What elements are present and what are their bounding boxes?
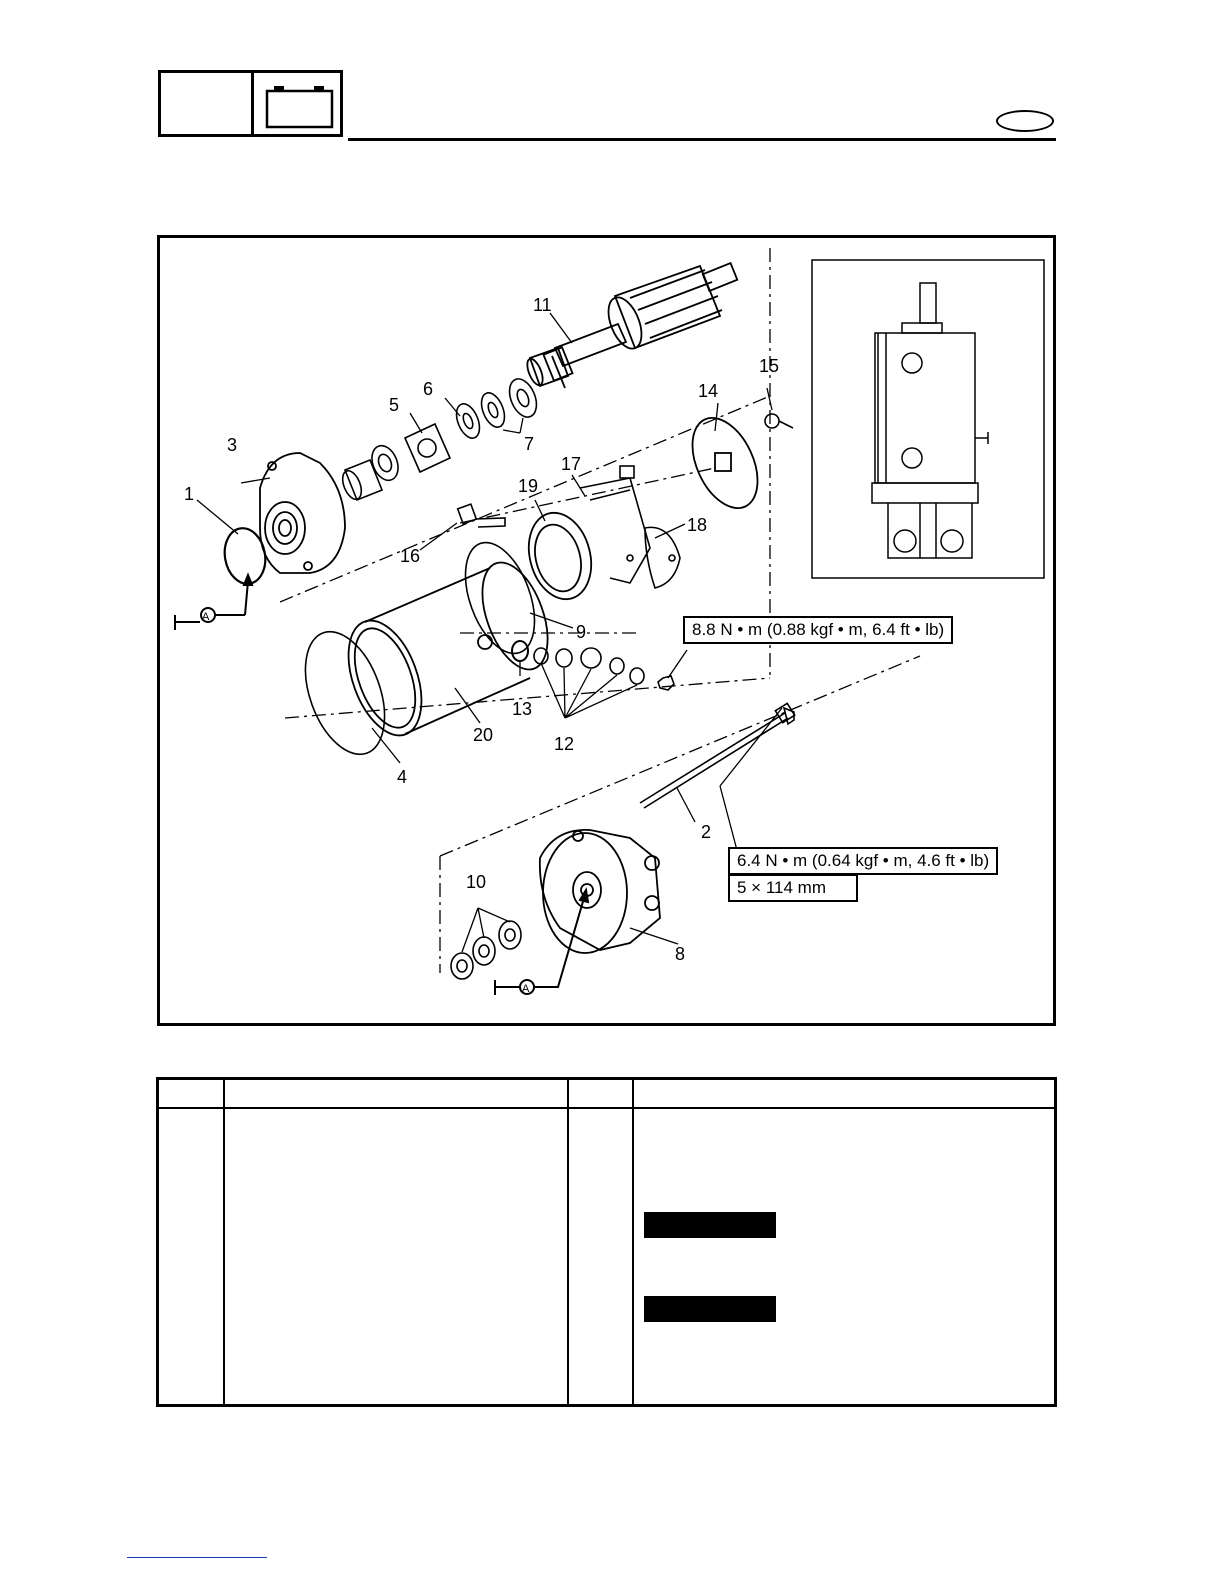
callout-12: 12 bbox=[554, 734, 575, 754]
callout-4: 4 bbox=[397, 767, 408, 787]
callout-7: 7 bbox=[524, 434, 535, 454]
washers-10 bbox=[451, 921, 521, 979]
header-rule bbox=[348, 138, 1056, 141]
o-ring-13 bbox=[512, 641, 528, 661]
table-col-divider bbox=[632, 1080, 634, 1404]
retainer-5 bbox=[339, 424, 450, 502]
callout-3: 3 bbox=[227, 435, 238, 455]
redacted-bar bbox=[644, 1296, 776, 1322]
callout-20: 20 bbox=[473, 725, 494, 745]
through-bolt-2 bbox=[640, 703, 795, 808]
callout-18: 18 bbox=[687, 515, 708, 535]
rear-cover-8 bbox=[540, 830, 660, 953]
o-ring-9 bbox=[452, 533, 548, 663]
callout-8: 8 bbox=[675, 944, 686, 964]
callout-5: 5 bbox=[389, 395, 400, 415]
callout-11: 11 bbox=[533, 295, 552, 315]
grease-letter-left: A bbox=[202, 611, 210, 623]
callout-15: 15 bbox=[759, 356, 780, 376]
spring-15 bbox=[765, 414, 793, 428]
o-ring-1 bbox=[220, 525, 269, 587]
table-header-rule bbox=[159, 1107, 1054, 1109]
callout-9: 9 bbox=[576, 622, 587, 642]
callout-14: 14 bbox=[698, 381, 719, 401]
callout-2: 2 bbox=[701, 822, 712, 842]
armature-part bbox=[524, 263, 737, 388]
chapter-tab-box bbox=[158, 70, 254, 137]
parts-table bbox=[156, 1077, 1057, 1407]
brush-holder-19 bbox=[520, 506, 601, 607]
washers-12 bbox=[534, 648, 674, 690]
table-col-divider bbox=[567, 1080, 569, 1404]
language-oval-badge bbox=[996, 110, 1054, 132]
battery-section-box bbox=[251, 70, 343, 137]
brush-plate-14 bbox=[679, 408, 770, 519]
footer-link-underline[interactable] bbox=[127, 1557, 267, 1558]
bolt-16 bbox=[458, 504, 505, 527]
redacted-bar bbox=[644, 1212, 776, 1238]
grease-symbol-a-bottom-icon bbox=[495, 890, 588, 995]
o-ring-4 bbox=[290, 621, 400, 765]
washers-7 bbox=[452, 375, 542, 441]
callout-10: 10 bbox=[466, 872, 487, 892]
callout-6: 6 bbox=[423, 379, 434, 399]
torque-spec-bolt: 6.4 N • m (0.64 kgf • m, 4.6 ft • lb) bbox=[728, 847, 998, 875]
table-col-divider bbox=[223, 1080, 225, 1404]
callout-17: 17 bbox=[561, 454, 582, 474]
bolt-size-spec: 5 × 114 mm bbox=[728, 874, 858, 902]
callout-1: 1 bbox=[184, 484, 195, 504]
assembled-starter-inset bbox=[812, 260, 1044, 578]
starter-motor-exploded-diagram bbox=[157, 235, 1056, 1026]
grease-letter-bottom: A bbox=[522, 983, 530, 995]
callout-13: 13 bbox=[512, 699, 533, 719]
brush-18 bbox=[645, 527, 680, 588]
torque-spec-nut: 8.8 N • m (0.88 kgf • m, 6.4 ft • lb) bbox=[683, 616, 953, 644]
battery-icon bbox=[254, 73, 340, 134]
front-cover-3 bbox=[260, 453, 345, 573]
callout-16: 16 bbox=[400, 546, 421, 566]
callout-19: 19 bbox=[518, 476, 539, 496]
